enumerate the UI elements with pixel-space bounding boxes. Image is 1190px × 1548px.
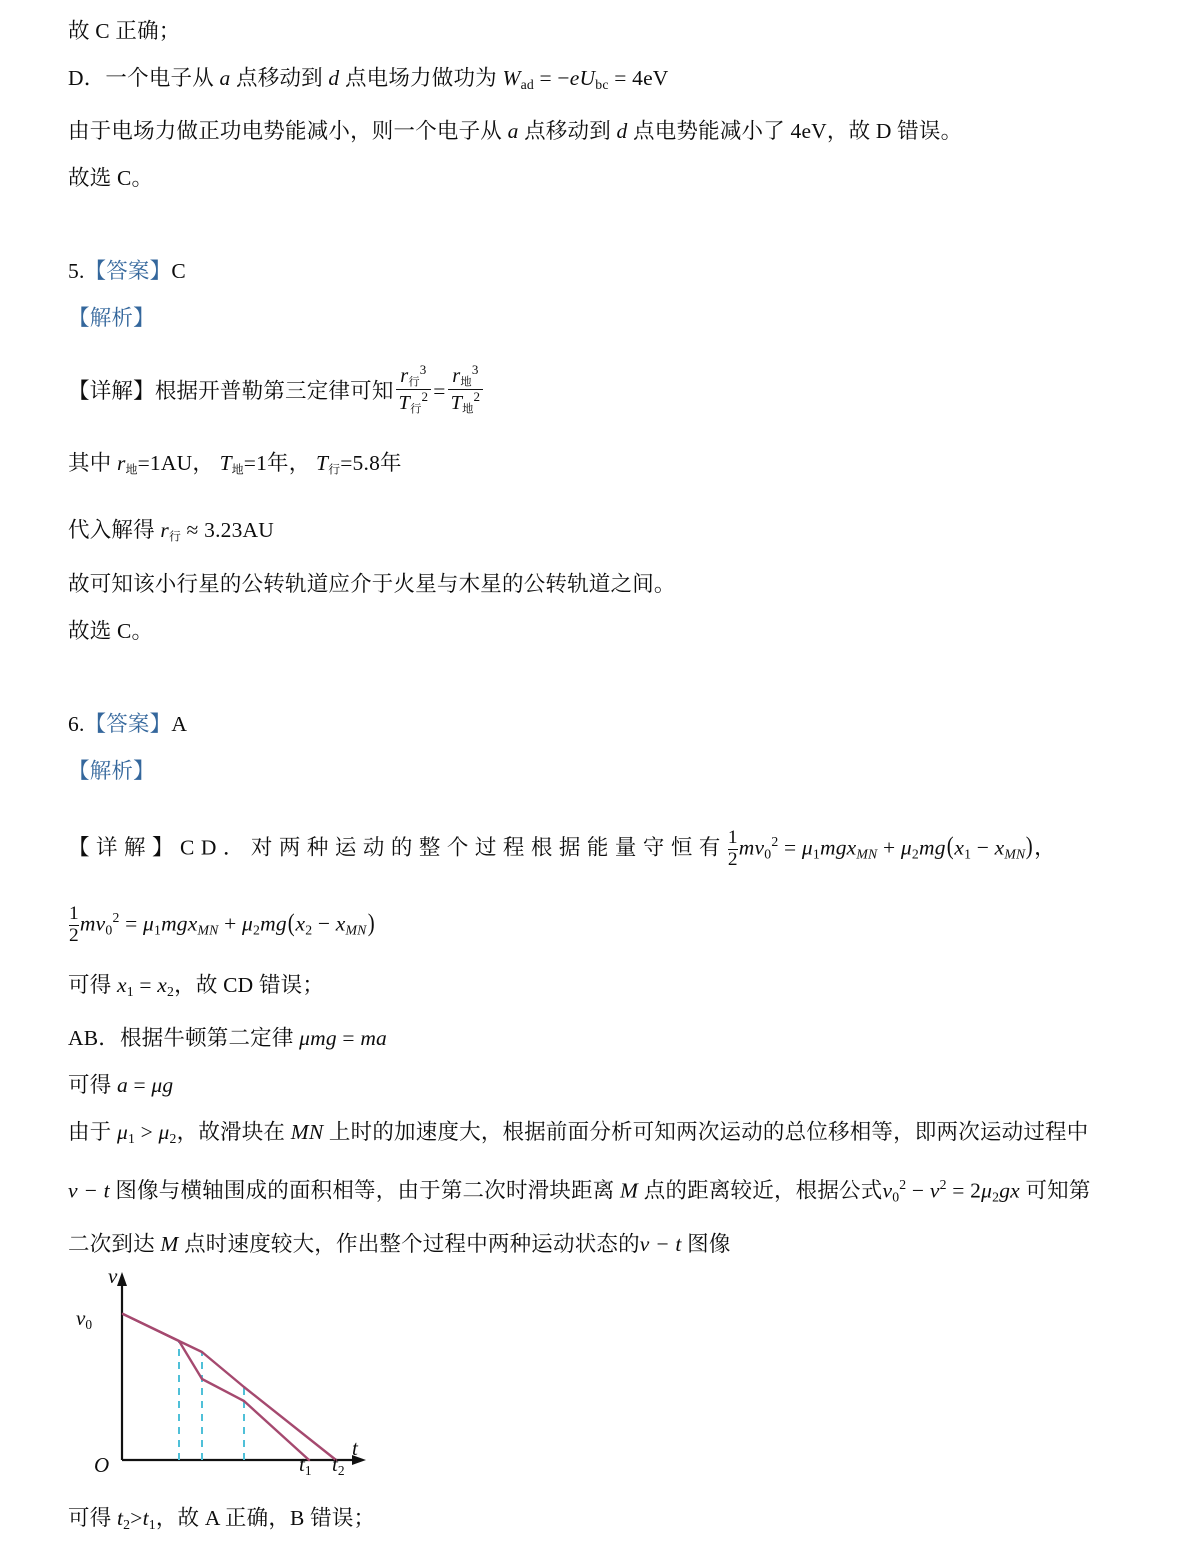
x1-1: x	[954, 835, 965, 860]
para2-text-b: 点的距离较近，根据公式	[638, 1178, 883, 1203]
para1-mu1-sub: 1	[127, 1130, 136, 1146]
q4-explain-d	[68, 108, 1130, 155]
mv-1: mv	[738, 835, 765, 860]
T-planet-sup: 2	[421, 388, 429, 404]
para1-mu2: μ	[158, 1119, 170, 1144]
vt-axis-label-v: v	[108, 1263, 118, 1288]
para1-mu2-sub: 2	[169, 1130, 177, 1146]
q6-x-suffix: ，故 CD 错误；	[174, 972, 325, 997]
vt-tick-label-t1: $t_1$	[299, 1451, 312, 1478]
concl-gt: >	[130, 1505, 143, 1530]
q4-explain-b: 点移动到	[518, 118, 617, 143]
q6-conclusion-line	[68, 1495, 1130, 1548]
q4-d-prefix: D．一个电子从	[68, 66, 220, 90]
half-den-1: 2	[727, 848, 738, 870]
q5-detail-line	[68, 356, 1130, 426]
q4-option-d	[68, 55, 1130, 108]
T-earth-sup: 2	[473, 388, 481, 404]
q5-answer-line	[68, 248, 1130, 295]
para2-text-a: 图像与横轴围成的面积相等，由于第二次时滑块距离	[109, 1178, 621, 1203]
q6-detail-text: 对两种运动的整个过程根据能量守恒有	[250, 835, 727, 860]
concl-t1-sub: 1	[148, 1516, 156, 1532]
q6-ab-prefix: AB．根据牛顿第二定律	[68, 1025, 300, 1050]
para2-v0-sub: 0	[892, 1189, 900, 1205]
para2-mu2-sub: 2	[992, 1189, 1000, 1205]
given-T-planet-val: =5.8年	[340, 450, 402, 475]
accel-mu: μ	[151, 1072, 163, 1097]
q6-para-line-1	[68, 1109, 1130, 1162]
para2-mu2: μ	[981, 1178, 993, 1203]
eq1-minus: −	[976, 835, 990, 860]
q5-solve-line	[68, 507, 1130, 561]
eq2-minus: −	[317, 911, 331, 936]
eq2-plus: +	[224, 911, 237, 936]
para1-prefix: 由于	[68, 1119, 117, 1144]
para1-MN: MN	[290, 1119, 324, 1144]
vt-curve-run1	[123, 1314, 309, 1460]
r-earth: r	[452, 364, 461, 387]
newton-mg: mg	[310, 1025, 337, 1050]
q6-accel-result	[68, 1062, 1130, 1109]
given-r-earth: r	[116, 450, 126, 475]
xmn-sub-2: MN	[345, 922, 367, 938]
q5-choose-text: 故选 C。	[68, 618, 154, 643]
q6-detail-choices: CD．	[180, 835, 251, 860]
given-T-planet: T	[316, 450, 329, 475]
xmn-1: x	[994, 835, 1005, 860]
mu2-2: μ	[242, 911, 254, 936]
result-x1-sub: 1	[126, 983, 134, 999]
eq2-equals: =	[125, 911, 138, 936]
half-num-1: 1	[727, 826, 738, 848]
para1-gt: >	[135, 1119, 159, 1144]
mu1-sub-1: 1	[812, 846, 820, 862]
para1-mid: ，故滑块在	[176, 1119, 291, 1144]
v0-sup-1: 2	[771, 833, 779, 849]
given-T-earth: T	[219, 450, 232, 475]
para1-mu1: μ	[116, 1119, 128, 1144]
para3-M: M	[160, 1231, 179, 1256]
q6-para-line-3	[68, 1221, 1130, 1268]
kepler-lhs-fraction	[396, 363, 432, 416]
q4-text: 故 C 正确；	[68, 19, 181, 43]
mu1-sub-2: 1	[154, 922, 162, 938]
rparen-2: )	[367, 908, 375, 937]
q5-conclusion-text: 故可知该小行星的公转轨道应介于火星与木星的公转轨道之间。	[68, 571, 676, 596]
vt-curve-run2	[123, 1314, 336, 1460]
q5-number: 5.	[68, 258, 85, 283]
vt-label-v0: $v_0$	[76, 1305, 93, 1332]
xmn-2: x	[335, 911, 346, 936]
T-earth-sub: 地	[462, 403, 474, 416]
q4-line-conclusion-c	[68, 8, 1130, 55]
accel-g: g	[162, 1072, 174, 1097]
para3-tail: 图像	[681, 1231, 731, 1256]
para2-minus: −	[906, 1178, 930, 1203]
mgx-2: mgx	[161, 911, 198, 936]
accel-equals: =	[127, 1072, 152, 1097]
given-r-earth-val: =1AU	[137, 450, 193, 475]
q5-detail-tag: 【详解】	[68, 378, 155, 403]
accel-a: a	[116, 1072, 128, 1097]
r-earth-sup: 3	[471, 361, 479, 377]
mu1-1: μ	[801, 835, 813, 860]
q5-sep2: ，	[288, 450, 317, 475]
vt-graph	[74, 1263, 404, 1493]
eq1-plus: +	[883, 835, 896, 860]
concl-t2-sub: 2	[123, 1516, 131, 1532]
result-x2: x	[157, 972, 168, 997]
q4-d-mid: 点移动到	[230, 66, 329, 90]
given-T-earth-val: =1年	[243, 450, 289, 475]
para1-tail: 上时的加速度大，根据前面分析可知两次运动的总位移相等，即两次运动过程中	[323, 1119, 1089, 1144]
lparen-1: (	[946, 832, 954, 861]
q6-result-x	[68, 962, 1130, 1015]
q4-d-text: 点电场力做功为	[339, 66, 503, 90]
v0-sub-1: 0	[764, 846, 772, 862]
kepler-equals: =	[433, 378, 446, 403]
eq1-equals: =	[784, 835, 797, 860]
q6-detail-line	[68, 809, 1130, 887]
T-earth: T	[450, 392, 463, 415]
vt-tick-label-t2: $t_2$	[332, 1451, 345, 1478]
solved-r-planet: r	[160, 518, 169, 543]
q4-final-choice	[68, 155, 1130, 202]
para2-M: M	[620, 1178, 639, 1203]
point-d-2: d	[616, 118, 628, 143]
vt-origin-label: O	[94, 1452, 110, 1477]
para2-text-c: 可知第	[1019, 1178, 1091, 1203]
q6-analysis-tag: 【解析】	[68, 758, 155, 783]
q6-concl-suffix: ，故 A 正确，B 错误；	[155, 1505, 376, 1530]
para2-v0-sup: 2	[899, 1177, 907, 1193]
q6-detail-tag: 【详解】	[68, 835, 181, 860]
x2-2: x	[295, 911, 306, 936]
q5-choose	[68, 608, 1130, 655]
solved-r-planet-sub: 行	[168, 529, 181, 544]
symbol-e: e	[569, 66, 580, 90]
para3-mid: 点时速度较大，作出整个过程中两种运动状态的	[178, 1231, 640, 1256]
solved-r-planet-val: ≈ 3.23AU	[180, 518, 275, 543]
q6-answer-tag: 【答案】	[84, 711, 172, 736]
x1-sub-1: 1	[964, 846, 972, 862]
mgx-sub-2: MN	[197, 922, 219, 938]
q5-given-prefix: 其中	[68, 450, 117, 475]
symbol-W: W	[502, 66, 521, 90]
q5-sep1: ，	[192, 450, 220, 475]
q6-equation-2	[68, 887, 1130, 961]
q4-d-value: = 4eV	[608, 66, 669, 90]
lparen-2: (	[287, 908, 295, 937]
q5-detail-text: 根据开普勒第三定律可知	[154, 378, 394, 403]
given-T-earth-sub: 地	[231, 462, 244, 477]
r-planet: r	[400, 364, 409, 387]
para2-equals: = 2	[946, 1178, 982, 1203]
symbol-U-sub: bc	[595, 76, 609, 92]
q6-analysis-line	[68, 748, 1130, 795]
given-T-planet-sub: 行	[328, 462, 341, 477]
mu2-sub-1: 2	[911, 846, 919, 862]
q4-choose-text: 故选 C。	[68, 165, 154, 190]
symbol-W-sub: ad	[520, 76, 534, 92]
page-body	[68, 0, 1130, 1548]
q5-analysis-tag: 【解析】	[68, 305, 155, 330]
mu2-sub-2: 2	[253, 922, 261, 938]
mgx-sub-1: MN	[856, 846, 878, 862]
q6-concl-prefix: 可得	[68, 1505, 117, 1530]
mgx-1: mgx	[819, 835, 857, 860]
q4-d-eq: = −	[533, 66, 570, 90]
half-fraction-1	[728, 828, 738, 871]
kepler-rhs-fraction	[448, 363, 484, 416]
q5-answer-tag: 【答案】	[84, 258, 172, 283]
half-den-2: 2	[69, 925, 79, 947]
x2-sub-2: 2	[305, 922, 313, 938]
mg-2: mg	[260, 911, 287, 936]
para2-gx: gx	[999, 1178, 1020, 1203]
newton-ma: ma	[360, 1025, 388, 1050]
r-planet-sub: 行	[408, 376, 420, 389]
q4-explain-a: 由于电场力做正功电势能减小，则一个电子从	[68, 118, 508, 143]
para3-vt: v − t	[639, 1231, 682, 1256]
symbol-U: U	[579, 66, 596, 90]
q5-analysis-line	[68, 295, 1130, 342]
result-x1: x	[116, 972, 127, 997]
q6-x-prefix: 可得	[68, 972, 117, 997]
r-planet-sup: 3	[419, 361, 427, 377]
point-a: a	[219, 66, 231, 90]
q5-conclusion	[68, 561, 1130, 608]
concl-t1: t	[142, 1505, 149, 1530]
newton-mu: μ	[299, 1025, 311, 1050]
vt-axis-label-t: t	[352, 1435, 358, 1460]
q4-explain-c: 点电势能减小了 4eV，故 D 错误。	[627, 118, 963, 143]
given-r-earth-sub: 地	[125, 462, 138, 477]
y-axis-arrow	[117, 1272, 127, 1286]
q5-given-line	[68, 440, 1130, 494]
result-x-equals: =	[133, 972, 158, 997]
para2-v0: v	[882, 1178, 893, 1203]
T-planet: T	[398, 392, 411, 415]
q6-answer-line	[68, 701, 1130, 748]
half-fraction-2	[69, 904, 79, 947]
q5-answer-value: C	[171, 258, 186, 283]
eq1-comma: ，	[1034, 835, 1056, 860]
xmn-sub-1: MN	[1004, 846, 1026, 862]
para2-vt: v − t	[68, 1178, 110, 1203]
q6-newton-law	[68, 1015, 1130, 1062]
para2-v-sup: 2	[939, 1177, 947, 1193]
concl-t2: t	[116, 1505, 124, 1530]
para3-prefix: 二次到达	[68, 1231, 161, 1256]
rparen-1: )	[1026, 832, 1034, 861]
para2-v: v	[929, 1178, 940, 1203]
result-x2-sub: 2	[167, 983, 175, 999]
v0-sub-2: 0	[105, 922, 113, 938]
q6-a-prefix: 可得	[68, 1072, 117, 1097]
half-num-2: 1	[69, 903, 79, 925]
mv-2: mv	[79, 911, 106, 936]
q6-para-line-2	[68, 1161, 1130, 1220]
q6-number: 6.	[68, 711, 85, 736]
mu1-2: μ	[143, 911, 154, 936]
r-earth-sub: 地	[460, 376, 472, 389]
v0-sup-2: 2	[112, 910, 120, 926]
mg-1: mg	[919, 835, 946, 860]
newton-equals: =	[336, 1025, 361, 1050]
q6-answer-value: A	[171, 711, 188, 736]
point-a-2: a	[507, 118, 519, 143]
mu2-1: μ	[900, 835, 912, 860]
T-planet-sub: 行	[410, 403, 422, 416]
q5-solve-prefix: 代入解得	[68, 518, 161, 543]
point-d: d	[328, 66, 340, 90]
